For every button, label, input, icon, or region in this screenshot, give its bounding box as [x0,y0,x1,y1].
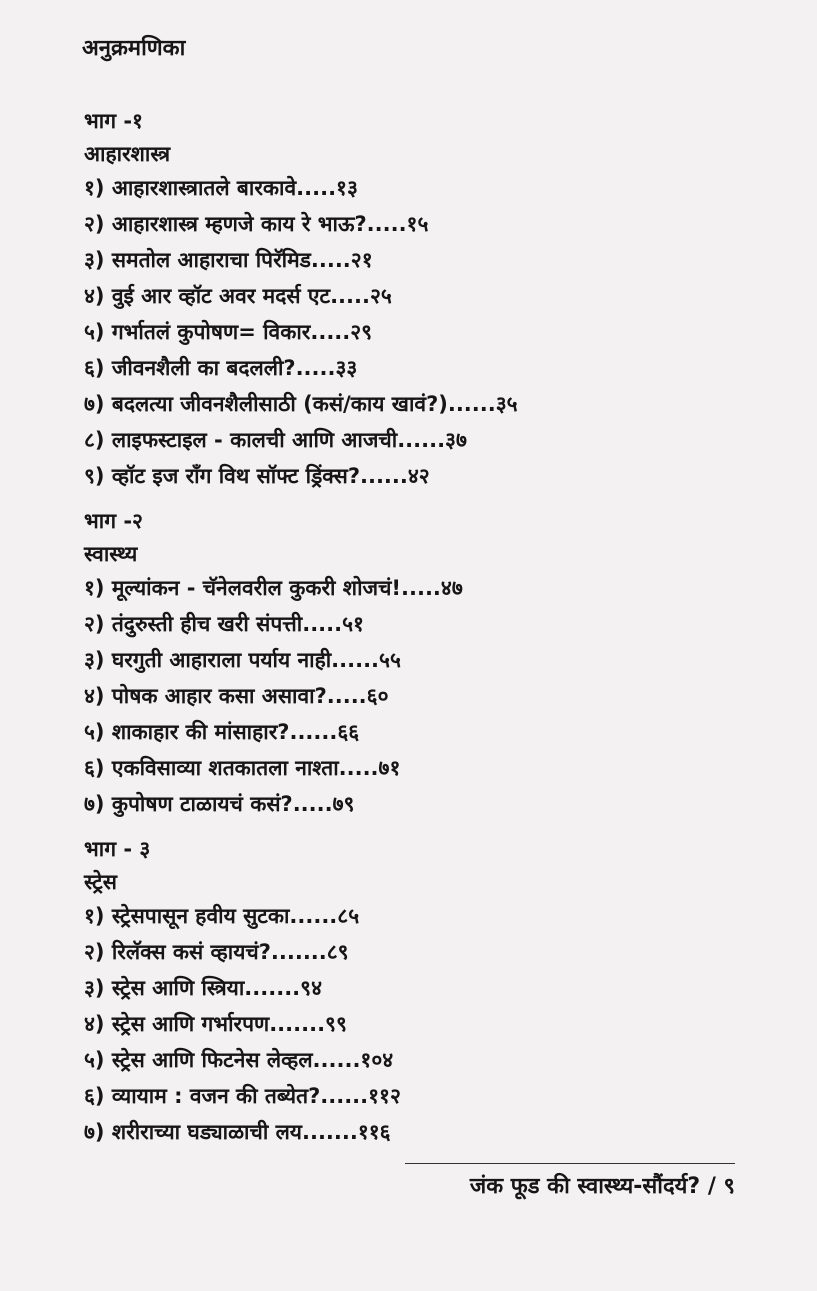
part-3 [84,834,784,1150]
toc-entry: १) स्ट्रेसपासून हवीय सुटका......८५ [84,904,360,928]
footer-rule [405,1163,735,1164]
toc-entry: ५) गर्भातलं कुपोषण= विकार.....२९ [84,320,373,344]
toc-entry: ४) पोषक आहार कसा असावा?.....६० [84,684,389,708]
part-name: स्ट्रेस [84,870,117,894]
toc-entry: ६) जीवनशैली का बदलली?.....३३ [84,356,358,380]
toc-entry: ५) स्ट्रेस आणि फिटनेस लेव्हल......१०४ [84,1048,394,1072]
toc-entry: २) तंदुरुस्ती हीच खरी संपत्ती.....५१ [84,612,364,636]
running-footer: जंक फूड की स्वास्थ्य-सौंदर्य? / ९ [469,1174,735,1199]
toc-entry: ५) शाकाहार की मांसाहार?......६६ [84,720,360,744]
part-name: स्वास्थ्य [84,542,138,566]
toc-entry: ४) स्ट्रेस आणि गर्भारपण.......९९ [84,1012,347,1036]
part-name: आहारशास्त्र [84,142,171,166]
toc-entry: २) रिलॅक्स कसं व्हायचं?.......८९ [84,940,349,964]
part-1 [84,106,784,494]
page-title: अनुक्रमणिका [82,36,186,61]
part-2 [84,506,784,822]
toc-entry: ८) लाइफस्टाइल - कालची आणि आजची......३७ [84,428,467,452]
part-label: भाग -२ [84,509,143,533]
part-label: भाग - ३ [84,837,151,861]
toc-entry: १) आहारशास्त्रातले बारकावे.....१३ [84,176,358,200]
part-label: भाग -१ [84,109,143,133]
toc-entry: २) आहारशास्त्र म्हणजे काय रे भाऊ?.....१५ [84,212,429,236]
toc-entry: ६) व्यायाम : वजन की तब्येत?......११२ [84,1084,401,1108]
toc-entry: ७) शरीराच्या घड्याळाची लय.......११६ [84,1120,391,1144]
toc-entry: ९) व्हॉट इज राँग विथ सॉफ्ट ड्रिंक्स?......४२ [84,464,430,488]
toc-entry: ६) एकविसाव्या शतकातला नाश्ता.....७१ [84,756,401,780]
toc-entry: ७) बदलत्या जीवनशैलीसाठी (कसं/काय खावं?)......३५ [84,392,518,416]
toc-entry: ३) स्ट्रेस आणि स्त्रिया.......९४ [84,976,322,1000]
toc-entry: १) मूल्यांकन - चॅनेलवरील कुकरी शोजचं!.....४७ [84,576,463,600]
toc-entry: ३) समतोल आहाराचा पिरॅमिड.....२१ [84,248,373,272]
toc-entry: ७) कुपोषण टाळायचं कसं?.....७९ [84,792,355,816]
toc-entry: ३) घरगुती आहाराला पर्याय नाही......५५ [84,648,401,672]
toc-entry: ४) वुई आर व्हॉट अवर मदर्स एट.....२५ [84,284,392,308]
